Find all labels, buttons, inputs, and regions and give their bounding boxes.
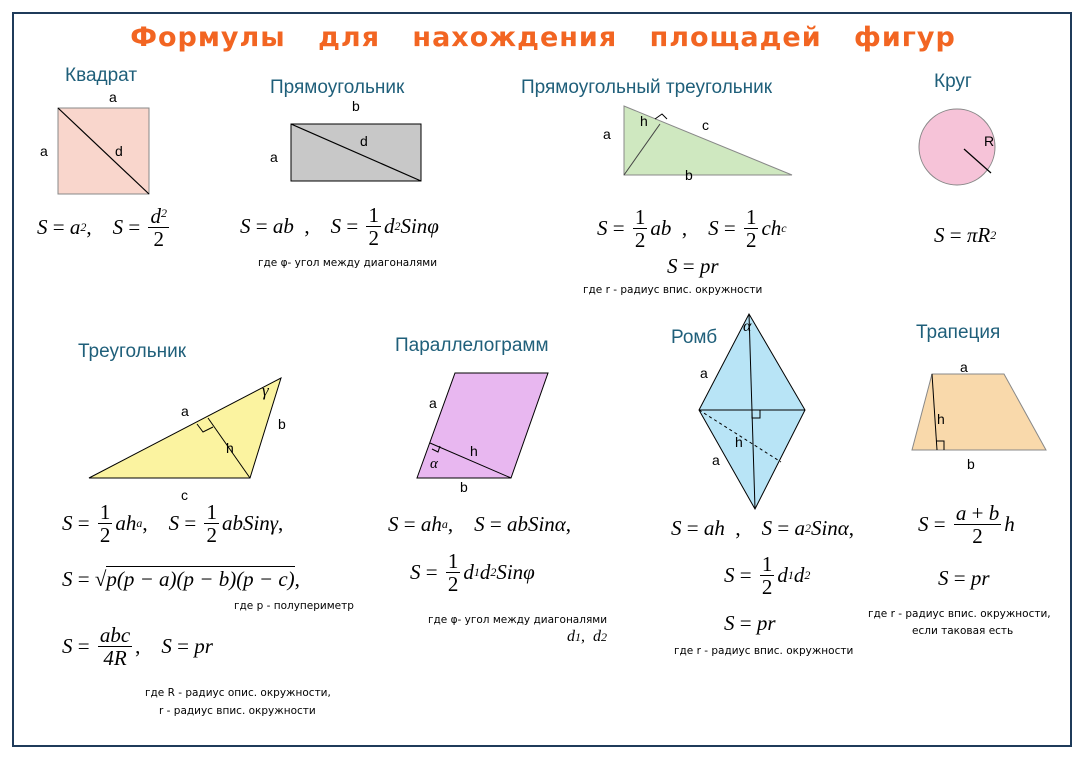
rhombus-label-h: h [735,434,743,450]
parallelogram-note: где φ- угол между диагоналями [428,614,608,626]
parallelogram-heading: Параллелограмм [395,335,549,356]
triangle-figure [89,378,281,478]
triangle-formula-3: S = $\frac{\text{abc}}{4R}$ , S = pr [62,623,213,671]
parallelogram-label-alpha: α [430,456,438,472]
trapezoid-label-h: h [937,411,945,427]
triangle-label-b: b [278,416,286,432]
circle-heading: Круг [934,71,972,92]
parallelogram-formula-2: S = $\frac{1}{2}$ d 1 d 2 Sinφ [410,549,535,597]
parallelogram-label-a: a [429,395,437,411]
right-tri-heading: Прямоугольный треугольник [521,77,773,98]
triangle-formula-2: S = √ p(p − a)(p − b)(p − c) , [62,566,300,591]
right-tri-formula-1: S = $\frac{1}{2}$ ab , S = $\frac{1}{2}$ ch c [597,205,787,253]
square-heading: Квадрат [65,65,138,86]
triangle-formula-1: S = $\frac{1}{2}$ ah a , S = $\frac{1}{2}$ abSinγ , [62,500,284,548]
square-label-d: d [115,143,123,159]
rhombus-label-a-top: a [700,365,708,381]
square-formula: S = a 2 , S = $\frac{d^2}{2}$ [37,204,167,252]
trapezoid-note-1: где r - радиус впис. окружности, [868,608,1051,620]
trapezoid-formula-2: S = pr [938,566,990,590]
rect-label-b: b [352,98,360,114]
triangle-label-c: c [181,487,188,503]
right-tri-right-angle [655,114,667,119]
triangle-note-R2: r - радиус впис. окружности [159,705,316,717]
rect-label-d: d [360,133,368,149]
rhombus-heading: Ромб [671,327,718,348]
trapezoid-note-2: если таковая есть [912,625,1014,637]
triangle-label-gamma: γ [262,381,269,400]
rect-formula: S = ab , S = $\frac{1}{2}$ d 2 Sinφ [240,203,439,251]
square-label-a-left: a [40,143,48,159]
right-tri-formula-2: S = pr [667,254,719,278]
triangle-label-h: h [226,440,234,456]
rhombus-formula-2: S = $\frac{1}{2}$ d 1 d 2 [724,552,811,600]
right-tri-label-b: b [685,167,693,183]
rhombus-formula-3: S = pr [724,611,776,635]
triangle-note-R1: где R - радиус опис. окружности, [145,687,331,699]
triangle-note-p: где p - полупериметр [234,600,354,612]
right-tri-label-c: c [702,117,709,133]
rect-heading: Прямоугольник [270,77,405,98]
trapezoid-label-a: a [960,359,968,375]
parallelogram-label-b: b [460,479,468,495]
rect-note: где φ- угол между диагоналями [258,257,438,269]
square-label-a-top: a [109,89,117,105]
page-title: Формулы для нахождения площадей фигур [130,22,956,53]
parallelogram-label-h: h [470,443,478,459]
right-tri-label-h: h [640,113,648,129]
rhombus-formula-1: S = ah , S = a 2 Sinα , [671,516,855,540]
rect-label-a: a [270,149,278,165]
triangle-label-a: a [181,403,189,419]
triangle-heading: Треугольник [78,341,187,362]
trapezoid-figure [912,374,1046,450]
circle-label-R: R [984,133,995,149]
right-tri-label-a: a [603,126,611,142]
rhombus-label-alpha: α [743,318,752,335]
trapezoid-formula-1: S = $\frac{a + b}{2}$ h [918,501,1015,549]
circle-formula: S = πR 2 [934,223,997,247]
rhombus-note: где r - радиус впис. окружности [674,645,854,657]
right-tri-note: где r - радиус впис. окружности [583,284,763,296]
parallelogram-formula-1: S = ah a , S = abSinα , [388,512,572,536]
parallelogram-diagonals: d 1 , d 2 [567,628,607,645]
trapezoid-heading: Трапеция [916,322,1001,343]
trapezoid-label-b: b [967,456,975,472]
rhombus-label-a-bottom: a [712,452,720,468]
